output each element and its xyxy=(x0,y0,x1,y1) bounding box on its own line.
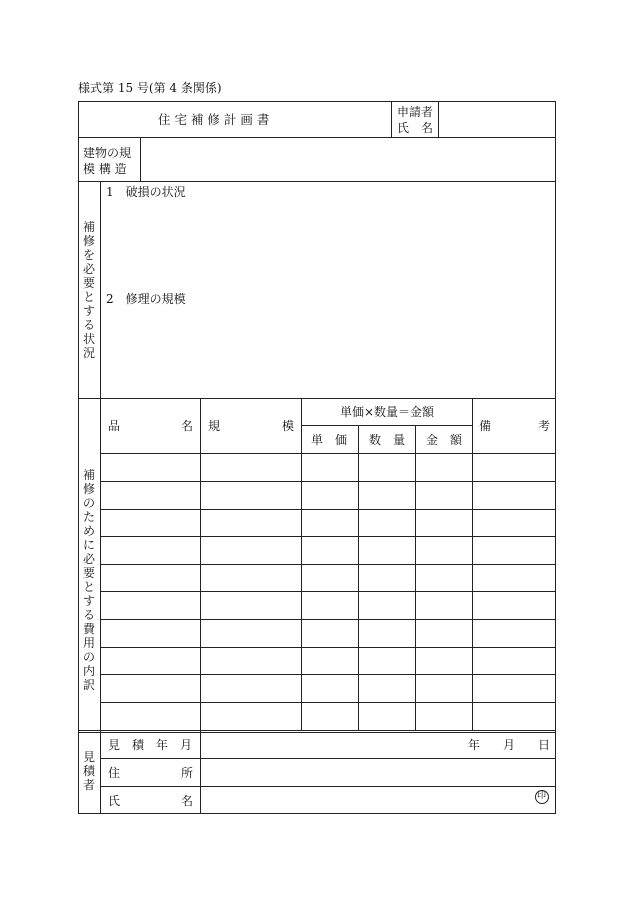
repair-scale-label: 2 修理の規模 xyxy=(106,292,186,306)
item-name-header: 名 xyxy=(181,419,194,433)
estimate-date-field[interactable] xyxy=(201,734,555,757)
table-row xyxy=(100,619,556,620)
divider xyxy=(100,730,101,814)
damage-status-label: 1 破損の状況 xyxy=(106,185,186,199)
cost-breakdown-label: 補修のために必要とする費用の内訳 xyxy=(82,468,95,692)
formula-divider xyxy=(301,425,472,426)
estimator-label: 見積者 xyxy=(82,750,95,792)
table-row xyxy=(100,591,556,592)
table-row xyxy=(100,647,556,648)
spec-header: 模 xyxy=(282,419,295,433)
month-label: 月 xyxy=(503,738,516,752)
applicant-label: 申請者 xyxy=(397,105,434,119)
building-structure-field[interactable] xyxy=(141,138,555,181)
situation-field[interactable] xyxy=(101,200,555,397)
situation-label: 補修を必要とする状況 xyxy=(82,220,95,360)
quantity-header: 数 量 xyxy=(369,433,406,447)
form-number: 様式第 15 号(第 4 条関係) xyxy=(78,81,222,95)
remarks-header: 考 xyxy=(538,419,551,433)
applicant-name-field[interactable] xyxy=(439,102,555,137)
column-divider xyxy=(415,425,416,731)
building-structure-label: 建物の規 xyxy=(83,146,132,160)
table-row xyxy=(100,564,556,565)
double-line xyxy=(78,732,556,733)
address-label: 住 xyxy=(108,766,121,780)
header-bottom-line xyxy=(100,453,556,454)
estimate-date-label: 見 積 年 月 xyxy=(108,738,193,752)
address-label: 所 xyxy=(181,766,194,780)
estimator-name-field[interactable] xyxy=(201,787,521,813)
table-row xyxy=(100,481,556,482)
amount-header: 金 額 xyxy=(426,433,463,447)
name-label: 名 xyxy=(181,794,194,808)
applicant-name-label: 氏 名 xyxy=(397,121,434,135)
seal-label: 印 xyxy=(537,791,547,801)
unit-price-header: 単 価 xyxy=(311,433,348,447)
name-label: 氏 xyxy=(108,794,121,808)
spec-header: 規 xyxy=(208,419,221,433)
page-title: 住 宅 補 修 計 画 書 xyxy=(158,112,270,127)
year-label: 年 xyxy=(468,738,481,752)
item-name-header: 品 xyxy=(108,419,121,433)
formula-header: 単価×数量＝金額 xyxy=(340,405,435,419)
table-row xyxy=(100,674,556,675)
column-divider xyxy=(358,425,359,731)
remarks-header: 備 xyxy=(479,419,492,433)
table-row xyxy=(100,536,556,537)
day-label: 日 xyxy=(538,738,551,752)
address-field[interactable] xyxy=(201,759,555,785)
divider xyxy=(391,101,392,138)
building-structure-label: 模 構 造 xyxy=(83,162,127,176)
table-row xyxy=(100,702,556,703)
table-row xyxy=(100,509,556,510)
